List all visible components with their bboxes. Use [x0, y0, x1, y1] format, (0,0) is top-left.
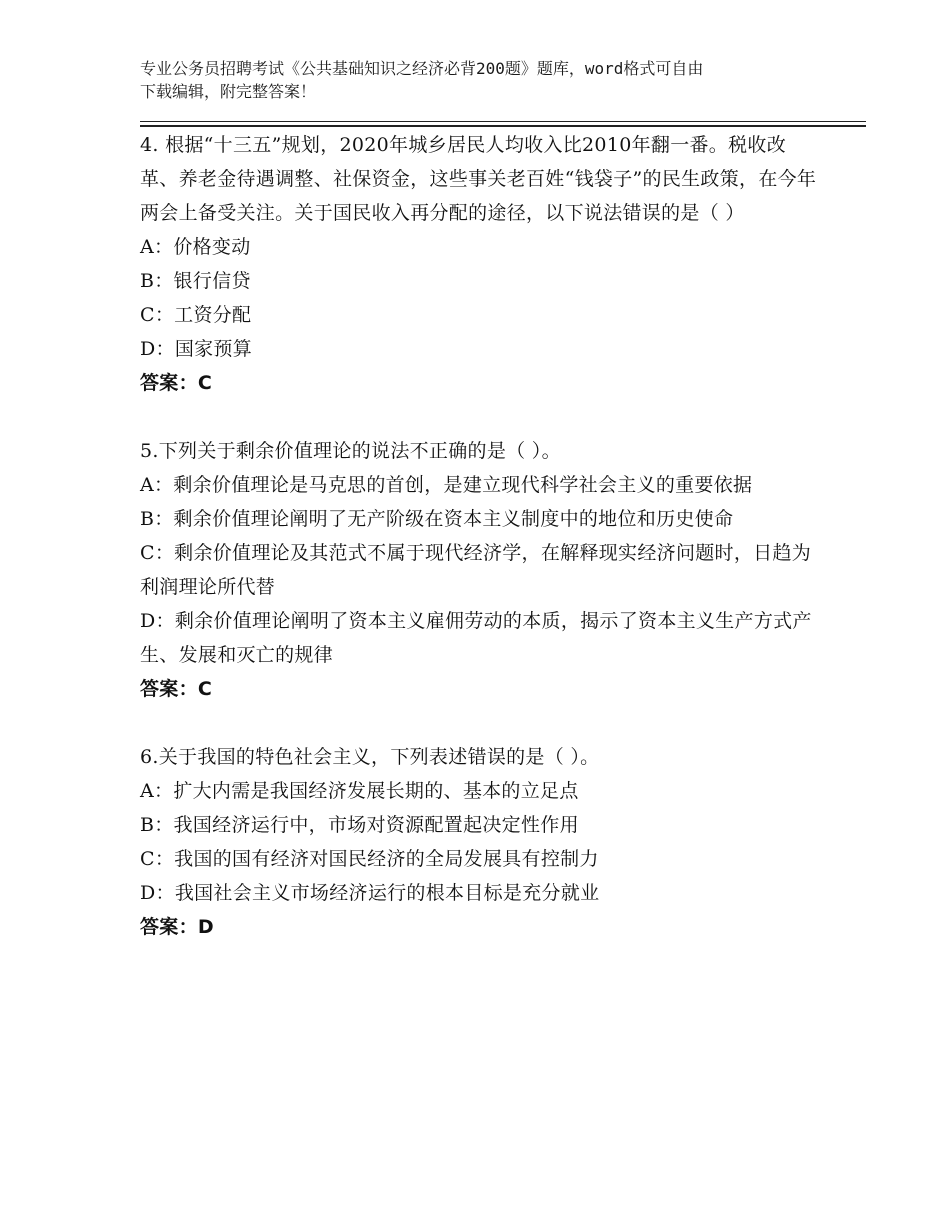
answer-label: 答案：C: [140, 678, 213, 700]
option-c: C：我国的国有经济对国民经济的全局发展具有控制力: [140, 848, 599, 870]
option-b: B：我国经济运行中，市场对资源配置起决定性作用: [140, 814, 579, 836]
option-b: B：银行信贷: [140, 270, 251, 292]
option-c: C：工资分配: [140, 304, 252, 326]
answer-label: 答案：D: [140, 916, 214, 938]
spacer: [140, 706, 820, 740]
option-d: D：国家预算: [140, 338, 253, 360]
header-line-1: 专业公务员招聘考试《公共基础知识之经济必背200题》题库，word格式可自由: [140, 59, 704, 78]
question-stem: 4. 根据“十三五”规划，2020年城乡居民人均收入比2010年翻一番。税收改革、养老金待遇调整、社保资金，这些事关老百姓“钱袋子”的民生政策，在今年两会上备受关注。关于国民收入再分配的途径，以下说法错误的是（ ）: [140, 134, 817, 224]
header-line-2: 下载编辑，附完整答案！: [140, 82, 317, 101]
question-6: [140, 740, 820, 944]
option-a: A：价格变动: [140, 236, 251, 258]
question-5: [140, 434, 820, 706]
question-stem: 5.下列关于剩余价值理论的说法不正确的是（ ）。: [140, 440, 561, 462]
question-stem: 6.关于我国的特色社会主义，下列表述错误的是（ ）。: [140, 746, 600, 768]
option-d: D：剩余价值理论阐明了资本主义雇佣劳动的本质，揭示了资本主义生产方式产生、发展和灭亡的规律: [140, 610, 812, 666]
question-list: [140, 128, 820, 944]
question-4: [140, 128, 820, 400]
header-rule-thick: [140, 125, 866, 127]
option-a: A：剩余价值理论是马克思的首创，是建立现代科学社会主义的重要依据: [140, 474, 753, 496]
spacer: [140, 400, 820, 434]
header-rule-thin: [140, 121, 866, 122]
document-header: [140, 57, 820, 103]
option-d: D：我国社会主义市场经济运行的根本目标是充分就业: [140, 882, 600, 904]
answer-label: 答案：C: [140, 372, 213, 394]
option-a: A：扩大内需是我国经济发展长期的、基本的立足点: [140, 780, 579, 802]
option-c: C：剩余价值理论及其范式不属于现代经济学，在解释现实经济问题时，日趋为利润理论所代替: [140, 542, 812, 598]
option-b: B：剩余价值理论阐明了无产阶级在资本主义制度中的地位和历史使命: [140, 508, 734, 530]
